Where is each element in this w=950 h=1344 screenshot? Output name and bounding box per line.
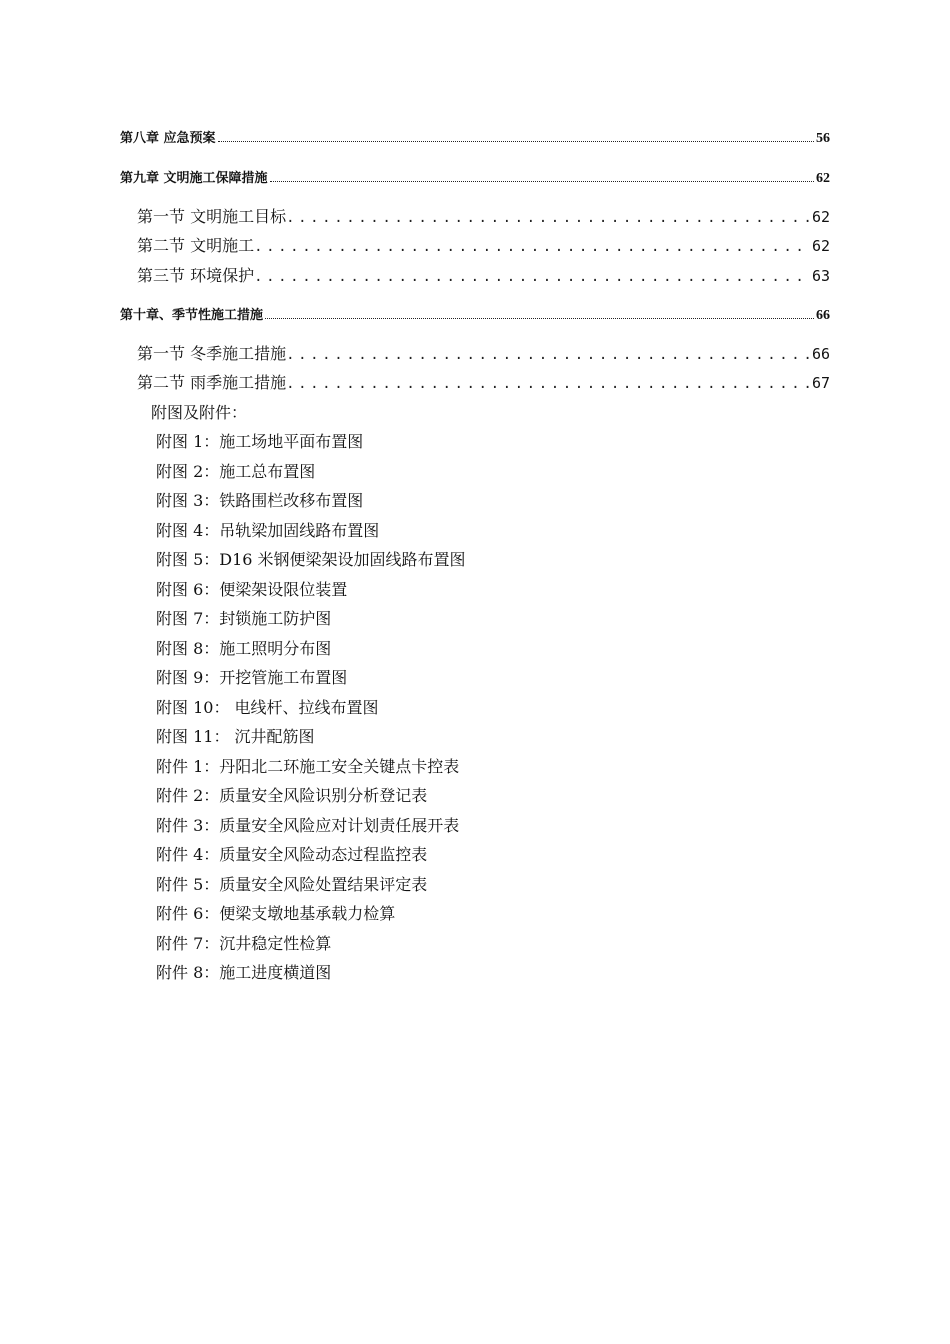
- toc-chapter-title: 第九章 文明施工保障措施: [120, 171, 268, 186]
- toc-chapter-title: 第十章、季节性施工措施: [120, 308, 264, 323]
- toc-page-number: 62: [811, 208, 830, 226]
- attachment-item: 附件 8：施工进度横道图: [156, 963, 332, 982]
- toc-section-title: 第一节 文明施工目标: [137, 207, 287, 226]
- toc-leader-dots: [265, 317, 814, 319]
- attachment-item: 附件 3：质量安全风险应对计划责任展开表: [156, 816, 460, 835]
- attachment-item: 附图 11： 沉井配筋图: [156, 727, 315, 746]
- toc-section[interactable]: [137, 235, 830, 258]
- toc-chapter-9[interactable]: [120, 170, 830, 188]
- toc-chapter-8[interactable]: [120, 130, 830, 148]
- toc-page-number: 66: [811, 345, 830, 363]
- attachment-item: 附图 4：吊轨梁加固线路布置图: [156, 521, 380, 540]
- toc-leader-dots: [286, 373, 810, 395]
- toc-section[interactable]: [137, 206, 830, 229]
- toc-leader-dots: [286, 344, 810, 366]
- toc-section-title: 第二节 雨季施工措施: [137, 373, 287, 392]
- attachment-item: 附图 9：开挖管施工布置图: [156, 668, 348, 687]
- attachment-item: 附件 4：质量安全风险动态过程监控表: [156, 845, 428, 864]
- attachment-item: 附图 7：封锁施工防护图: [156, 609, 332, 628]
- toc-leader-dots: [254, 266, 810, 288]
- attachment-item: 附图 8：施工照明分布图: [156, 639, 332, 658]
- attachment-item: 附件 6：便梁支墩地基承载力检算: [156, 904, 396, 923]
- toc-section-title: 第三节 环境保护: [137, 266, 255, 285]
- toc-leader-dots: [270, 180, 814, 182]
- toc-section[interactable]: [137, 265, 830, 288]
- attachment-item: 附件 5：质量安全风险处置结果评定表: [156, 875, 428, 894]
- toc-section-title: 第一节 冬季施工措施: [137, 344, 287, 363]
- attachments-heading: 附图及附件：: [151, 403, 248, 422]
- toc-section-title: 第二节 文明施工: [137, 236, 255, 255]
- toc-section[interactable]: [137, 372, 830, 395]
- attachment-item: 附图 2：施工总布置图: [156, 462, 316, 481]
- toc-page-number: 62: [811, 237, 830, 255]
- attachment-item: 附图 5：D16 米钢便梁架设加固线路布置图: [156, 550, 466, 569]
- attachment-item: 附件 1：丹阳北二环施工安全关键点卡控表: [156, 757, 460, 776]
- toc-page-number: 56: [816, 131, 830, 146]
- toc-section[interactable]: [137, 343, 830, 366]
- toc-chapter-10[interactable]: [120, 307, 830, 325]
- attachment-item: 附图 3：铁路围栏改移布置图: [156, 491, 364, 510]
- toc-leader-dots: [218, 140, 814, 142]
- toc-page-number: 63: [811, 267, 830, 285]
- toc-leader-dots: [286, 207, 810, 229]
- toc-chapter-title: 第八章 应急预案: [120, 131, 216, 146]
- attachment-item: 附件 7：沉井稳定性检算: [156, 934, 332, 953]
- attachment-item: 附图 6：便梁架设限位装置: [156, 580, 348, 599]
- attachment-item: 附件 2：质量安全风险识别分析登记表: [156, 786, 428, 805]
- toc-leader-dots: [254, 236, 810, 258]
- attachment-item: 附图 10： 电线杆、拉线布置图: [156, 698, 379, 717]
- attachment-item: 附图 1：施工场地平面布置图: [156, 432, 364, 451]
- toc-page-number: 66: [816, 308, 830, 323]
- toc-page-number: 62: [816, 171, 830, 186]
- toc-page-number: 67: [811, 374, 830, 392]
